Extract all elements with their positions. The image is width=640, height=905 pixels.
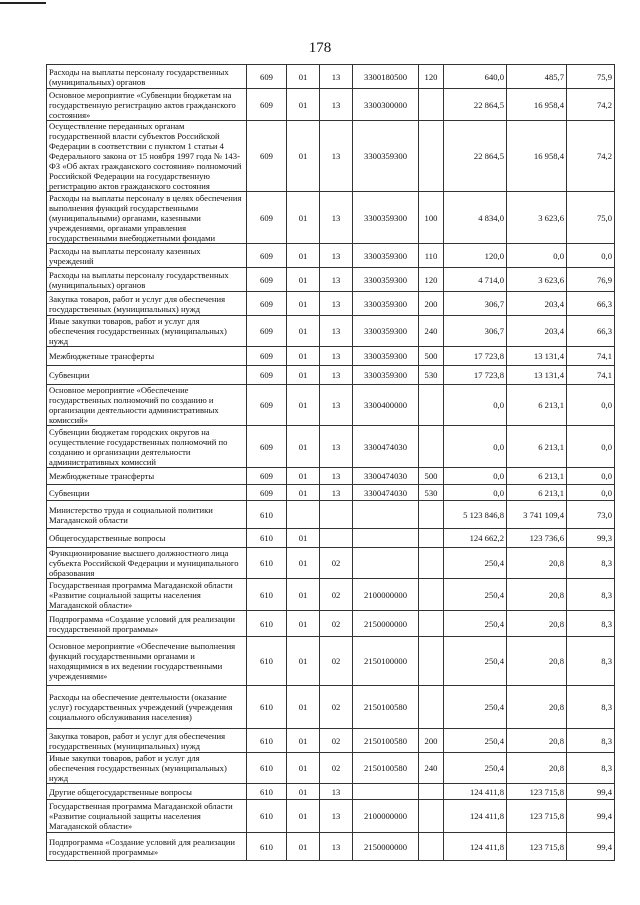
cell-value-2: 6 213,1 xyxy=(507,485,567,501)
cell-subsection: 02 xyxy=(320,753,353,784)
cell-section: 01 xyxy=(287,753,320,784)
cell-vr: 120 xyxy=(419,268,444,292)
cell-percent: 8,3 xyxy=(567,729,615,753)
cell-value-2: 3 623,6 xyxy=(507,268,567,292)
table-row xyxy=(47,753,615,784)
cell-section xyxy=(287,501,320,529)
cell-percent: 0,0 xyxy=(567,468,615,485)
cell-subsection: 02 xyxy=(320,686,353,729)
cell-article xyxy=(353,548,419,579)
table-row xyxy=(47,316,615,347)
cell-section: 01 xyxy=(287,529,320,548)
cell-vr xyxy=(419,686,444,729)
cell-code: 610 xyxy=(247,637,287,686)
cell-vr: 240 xyxy=(419,316,444,347)
cell-subsection: 13 xyxy=(320,366,353,385)
cell-value-1: 250,4 xyxy=(444,637,507,686)
cell-percent: 66,3 xyxy=(567,292,615,316)
cell-vr: 240 xyxy=(419,753,444,784)
cell-section: 01 xyxy=(287,800,320,833)
cell-vr xyxy=(419,529,444,548)
cell-section: 01 xyxy=(287,192,320,244)
cell-subsection xyxy=(320,501,353,529)
cell-name: Функционирование высшего должностного лица субъекта Российской Федерации и муниципального образования xyxy=(47,548,247,579)
cell-code: 610 xyxy=(247,753,287,784)
cell-vr xyxy=(419,501,444,529)
cell-value-2: 485,7 xyxy=(507,65,567,89)
cell-value-1: 124 411,8 xyxy=(444,784,507,800)
cell-subsection: 13 xyxy=(320,316,353,347)
cell-value-1: 250,4 xyxy=(444,729,507,753)
cell-article: 3300359300 xyxy=(353,366,419,385)
cell-name: Подпрограмма «Создание условий для реализации государственной программы» xyxy=(47,833,247,861)
cell-article: 3300359300 xyxy=(353,268,419,292)
cell-name: Основное мероприятие «Обеспечение выполнения функций государственными органами и находящимися в их ведении государственными учреждениями» xyxy=(47,637,247,686)
cell-article: 2100000000 xyxy=(353,800,419,833)
cell-code: 609 xyxy=(247,192,287,244)
cell-value-1: 250,4 xyxy=(444,611,507,637)
cell-percent: 73,0 xyxy=(567,501,615,529)
cell-name: Расходы на выплаты персоналу государственных (муниципальных) органов xyxy=(47,268,247,292)
table-body xyxy=(47,65,615,861)
table-row xyxy=(47,529,615,548)
cell-subsection: 13 xyxy=(320,65,353,89)
cell-code: 610 xyxy=(247,501,287,529)
cell-article: 2150000000 xyxy=(353,833,419,861)
cell-value-2: 16 958,4 xyxy=(507,121,567,192)
cell-value-2: 3 741 109,4 xyxy=(507,501,567,529)
cell-subsection xyxy=(320,529,353,548)
cell-name: Субвенции xyxy=(47,485,247,501)
cell-vr xyxy=(419,385,444,426)
cell-vr xyxy=(419,784,444,800)
cell-value-1: 0,0 xyxy=(444,426,507,468)
cell-percent: 0,0 xyxy=(567,426,615,468)
cell-name: Основное мероприятие «Субвенции бюджетам на государственную регистрацию актов гражданского состояния» xyxy=(47,89,247,121)
cell-percent: 74,2 xyxy=(567,121,615,192)
cell-value-2: 123 715,8 xyxy=(507,833,567,861)
cell-section: 01 xyxy=(287,89,320,121)
table-row xyxy=(47,65,615,89)
cell-code: 609 xyxy=(247,468,287,485)
cell-section: 01 xyxy=(287,385,320,426)
cell-article: 2100000000 xyxy=(353,579,419,611)
cell-value-2: 13 131,4 xyxy=(507,366,567,385)
cell-value-1: 4 834,0 xyxy=(444,192,507,244)
cell-article: 3300359300 xyxy=(353,347,419,366)
cell-vr: 530 xyxy=(419,485,444,501)
cell-value-1: 250,4 xyxy=(444,753,507,784)
corner-mark xyxy=(0,2,46,4)
cell-vr: 530 xyxy=(419,366,444,385)
cell-value-1: 4 714,0 xyxy=(444,268,507,292)
cell-code: 609 xyxy=(247,268,287,292)
cell-name: Расходы на выплаты персоналу государственных (муниципальных) органов xyxy=(47,65,247,89)
table-row xyxy=(47,579,615,611)
cell-code: 609 xyxy=(247,385,287,426)
cell-subsection: 13 xyxy=(320,485,353,501)
cell-section: 01 xyxy=(287,579,320,611)
cell-subsection: 13 xyxy=(320,833,353,861)
cell-section: 01 xyxy=(287,426,320,468)
table-row xyxy=(47,347,615,366)
cell-name: Государственная программа Магаданской области «Развитие социальной защиты населения Магаданской области» xyxy=(47,800,247,833)
cell-code: 610 xyxy=(247,611,287,637)
table-row xyxy=(47,89,615,121)
table-row xyxy=(47,800,615,833)
cell-subsection: 02 xyxy=(320,579,353,611)
cell-value-1: 22 864,5 xyxy=(444,89,507,121)
cell-vr xyxy=(419,89,444,121)
cell-code: 609 xyxy=(247,244,287,268)
cell-percent: 74,1 xyxy=(567,347,615,366)
cell-value-1: 0,0 xyxy=(444,468,507,485)
table-row xyxy=(47,192,615,244)
table-row xyxy=(47,385,615,426)
cell-section: 01 xyxy=(287,316,320,347)
cell-vr xyxy=(419,121,444,192)
cell-vr: 500 xyxy=(419,468,444,485)
cell-percent: 75,9 xyxy=(567,65,615,89)
budget-table xyxy=(46,64,615,861)
cell-name: Министерство труда и социальной политики Магаданской области xyxy=(47,501,247,529)
cell-vr xyxy=(419,637,444,686)
cell-subsection: 13 xyxy=(320,426,353,468)
table-row xyxy=(47,468,615,485)
cell-value-1: 250,4 xyxy=(444,686,507,729)
cell-percent: 74,1 xyxy=(567,366,615,385)
table-row xyxy=(47,637,615,686)
cell-code: 610 xyxy=(247,833,287,861)
cell-value-2: 16 958,4 xyxy=(507,89,567,121)
cell-subsection: 02 xyxy=(320,637,353,686)
cell-value-2: 6 213,1 xyxy=(507,468,567,485)
cell-percent: 8,3 xyxy=(567,611,615,637)
cell-code: 609 xyxy=(247,366,287,385)
cell-value-1: 250,4 xyxy=(444,579,507,611)
cell-section: 01 xyxy=(287,292,320,316)
cell-vr xyxy=(419,833,444,861)
cell-value-1: 0,0 xyxy=(444,385,507,426)
cell-name: Иные закупки товаров, работ и услуг для обеспечения государственных (муниципальных) нужд xyxy=(47,316,247,347)
cell-percent: 76,9 xyxy=(567,268,615,292)
cell-value-1: 124 662,2 xyxy=(444,529,507,548)
cell-section: 01 xyxy=(287,366,320,385)
cell-code: 610 xyxy=(247,686,287,729)
cell-article xyxy=(353,501,419,529)
table-row xyxy=(47,729,615,753)
table-row xyxy=(47,485,615,501)
cell-article: 2150100000 xyxy=(353,637,419,686)
table-row xyxy=(47,292,615,316)
cell-name: Подпрограмма «Создание условий для реализации государственной программы» xyxy=(47,611,247,637)
cell-section: 01 xyxy=(287,268,320,292)
cell-subsection: 13 xyxy=(320,192,353,244)
cell-name: Закупка товаров, работ и услуг для обеспечения государственных (муниципальных) нужд xyxy=(47,729,247,753)
cell-section: 01 xyxy=(287,548,320,579)
table-row xyxy=(47,244,615,268)
cell-value-1: 0,0 xyxy=(444,485,507,501)
cell-percent: 8,3 xyxy=(567,548,615,579)
cell-name: Осуществление переданных органам государственной власти субъектов Российской Федерации в соответствии с пунктом 1 статьи 4 Федерального закона от 15 ноября 1997 года № 143-ФЗ «Об актах гражданского состояния» полномочий Российской Федерации на государственную регистрацию актов гражданского состояния xyxy=(47,121,247,192)
cell-value-2: 20,8 xyxy=(507,637,567,686)
cell-code: 609 xyxy=(247,316,287,347)
cell-code: 609 xyxy=(247,65,287,89)
table-row xyxy=(47,426,615,468)
cell-article: 2150100580 xyxy=(353,729,419,753)
cell-value-2: 20,8 xyxy=(507,579,567,611)
cell-vr xyxy=(419,800,444,833)
table-row xyxy=(47,548,615,579)
cell-value-2: 20,8 xyxy=(507,729,567,753)
cell-value-2: 20,8 xyxy=(507,686,567,729)
cell-name: Общегосударственные вопросы xyxy=(47,529,247,548)
cell-section: 01 xyxy=(287,347,320,366)
cell-percent: 74,2 xyxy=(567,89,615,121)
table-row xyxy=(47,501,615,529)
table-row xyxy=(47,686,615,729)
cell-vr: 200 xyxy=(419,729,444,753)
cell-section: 01 xyxy=(287,611,320,637)
cell-article: 3300474030 xyxy=(353,426,419,468)
cell-subsection: 13 xyxy=(320,244,353,268)
cell-value-2: 123 736,6 xyxy=(507,529,567,548)
cell-percent: 8,3 xyxy=(567,579,615,611)
cell-value-1: 250,4 xyxy=(444,548,507,579)
cell-subsection: 02 xyxy=(320,611,353,637)
cell-percent: 0,0 xyxy=(567,244,615,268)
cell-value-2: 20,8 xyxy=(507,611,567,637)
cell-value-1: 22 864,5 xyxy=(444,121,507,192)
cell-value-1: 306,7 xyxy=(444,316,507,347)
cell-subsection: 13 xyxy=(320,121,353,192)
cell-article: 3300474030 xyxy=(353,485,419,501)
cell-article: 3300359300 xyxy=(353,292,419,316)
cell-section: 01 xyxy=(287,468,320,485)
table-row xyxy=(47,268,615,292)
cell-vr xyxy=(419,548,444,579)
cell-article: 3300359300 xyxy=(353,192,419,244)
cell-value-2: 203,4 xyxy=(507,292,567,316)
cell-value-1: 5 123 846,8 xyxy=(444,501,507,529)
table-row xyxy=(47,366,615,385)
cell-value-1: 124 411,8 xyxy=(444,800,507,833)
cell-value-2: 3 623,6 xyxy=(507,192,567,244)
cell-vr xyxy=(419,426,444,468)
cell-section: 01 xyxy=(287,244,320,268)
cell-subsection: 13 xyxy=(320,784,353,800)
cell-subsection: 13 xyxy=(320,800,353,833)
cell-value-1: 640,0 xyxy=(444,65,507,89)
cell-code: 609 xyxy=(247,292,287,316)
cell-subsection: 02 xyxy=(320,729,353,753)
cell-article: 3300400000 xyxy=(353,385,419,426)
cell-subsection: 02 xyxy=(320,548,353,579)
cell-value-1: 120,0 xyxy=(444,244,507,268)
cell-name: Субвенции бюджетам городских округов на осуществление государственных полномочий по созданию и организации деятельности административных комиссий xyxy=(47,426,247,468)
cell-value-1: 124 411,8 xyxy=(444,833,507,861)
cell-percent: 99,4 xyxy=(567,833,615,861)
cell-article: 2150100580 xyxy=(353,753,419,784)
cell-value-2: 20,8 xyxy=(507,753,567,784)
cell-name: Расходы на обеспечение деятельности (оказание услуг) государственных учреждений (учреждения социального обслуживания населения) xyxy=(47,686,247,729)
table-row xyxy=(47,833,615,861)
cell-vr: 200 xyxy=(419,292,444,316)
cell-percent: 0,0 xyxy=(567,485,615,501)
cell-code: 609 xyxy=(247,347,287,366)
cell-value-2: 6 213,1 xyxy=(507,385,567,426)
cell-name: Межбюджетные трансферты xyxy=(47,347,247,366)
cell-percent: 8,3 xyxy=(567,637,615,686)
cell-value-2: 203,4 xyxy=(507,316,567,347)
cell-code: 609 xyxy=(247,426,287,468)
cell-vr: 100 xyxy=(419,192,444,244)
cell-percent: 0,0 xyxy=(567,385,615,426)
cell-subsection: 13 xyxy=(320,268,353,292)
cell-section: 01 xyxy=(287,784,320,800)
table-row xyxy=(47,121,615,192)
cell-vr xyxy=(419,611,444,637)
cell-percent: 8,3 xyxy=(567,753,615,784)
cell-section: 01 xyxy=(287,729,320,753)
cell-percent: 8,3 xyxy=(567,686,615,729)
cell-vr: 500 xyxy=(419,347,444,366)
cell-name: Расходы на выплаты персоналу в целях обеспечения выполнения функций государственными (муниципальными) органами, казенными учреждениями, органами управления государственными внебюджетными фондами xyxy=(47,192,247,244)
cell-name: Иные закупки товаров, работ и услуг для обеспечения государственных (муниципальных) нужд xyxy=(47,753,247,784)
cell-percent: 99,4 xyxy=(567,800,615,833)
cell-subsection: 13 xyxy=(320,347,353,366)
cell-value-1: 17 723,8 xyxy=(444,347,507,366)
cell-code: 609 xyxy=(247,121,287,192)
cell-section: 01 xyxy=(287,65,320,89)
cell-percent: 75,0 xyxy=(567,192,615,244)
cell-value-2: 123 715,8 xyxy=(507,800,567,833)
page-number: 178 xyxy=(308,40,332,56)
cell-value-1: 306,7 xyxy=(444,292,507,316)
cell-code: 610 xyxy=(247,729,287,753)
cell-code: 610 xyxy=(247,548,287,579)
cell-name: Государственная программа Магаданской области «Развитие социальной защиты населения Магаданской области» xyxy=(47,579,247,611)
cell-subsection: 13 xyxy=(320,468,353,485)
table-row xyxy=(47,611,615,637)
cell-article: 2150100580 xyxy=(353,686,419,729)
cell-section: 01 xyxy=(287,637,320,686)
cell-section: 01 xyxy=(287,485,320,501)
cell-value-2: 123 715,8 xyxy=(507,784,567,800)
cell-subsection: 13 xyxy=(320,89,353,121)
cell-subsection: 13 xyxy=(320,385,353,426)
cell-article: 2150000000 xyxy=(353,611,419,637)
cell-value-2: 20,8 xyxy=(507,548,567,579)
cell-vr: 120 xyxy=(419,65,444,89)
cell-section: 01 xyxy=(287,121,320,192)
cell-code: 610 xyxy=(247,579,287,611)
cell-value-1: 17 723,8 xyxy=(444,366,507,385)
cell-subsection: 13 xyxy=(320,292,353,316)
cell-article: 3300180500 xyxy=(353,65,419,89)
cell-code: 610 xyxy=(247,800,287,833)
cell-name: Закупка товаров, работ и услуг для обеспечения государственных (муниципальных) нужд xyxy=(47,292,247,316)
cell-name: Другие общегосударственные вопросы xyxy=(47,784,247,800)
cell-name: Субвенции xyxy=(47,366,247,385)
cell-section: 01 xyxy=(287,833,320,861)
cell-article xyxy=(353,529,419,548)
cell-value-2: 13 131,4 xyxy=(507,347,567,366)
cell-article: 3300359300 xyxy=(353,121,419,192)
table-row xyxy=(47,784,615,800)
cell-section: 01 xyxy=(287,686,320,729)
cell-name: Межбюджетные трансферты xyxy=(47,468,247,485)
cell-name: Расходы на выплаты персоналу казенных учреждений xyxy=(47,244,247,268)
cell-name: Основное мероприятие «Обеспечение государственных полномочий по созданию и организации деятельности административных комиссий» xyxy=(47,385,247,426)
cell-article xyxy=(353,784,419,800)
cell-article: 3300300000 xyxy=(353,89,419,121)
cell-code: 610 xyxy=(247,784,287,800)
cell-vr xyxy=(419,579,444,611)
cell-value-2: 0,0 xyxy=(507,244,567,268)
cell-percent: 99,3 xyxy=(567,529,615,548)
cell-value-2: 6 213,1 xyxy=(507,426,567,468)
cell-percent: 66,3 xyxy=(567,316,615,347)
cell-code: 609 xyxy=(247,485,287,501)
cell-percent: 99,4 xyxy=(567,784,615,800)
cell-article: 3300474030 xyxy=(353,468,419,485)
cell-article: 3300359300 xyxy=(353,244,419,268)
cell-code: 609 xyxy=(247,89,287,121)
cell-code: 610 xyxy=(247,529,287,548)
cell-article: 3300359300 xyxy=(353,316,419,347)
cell-vr: 110 xyxy=(419,244,444,268)
